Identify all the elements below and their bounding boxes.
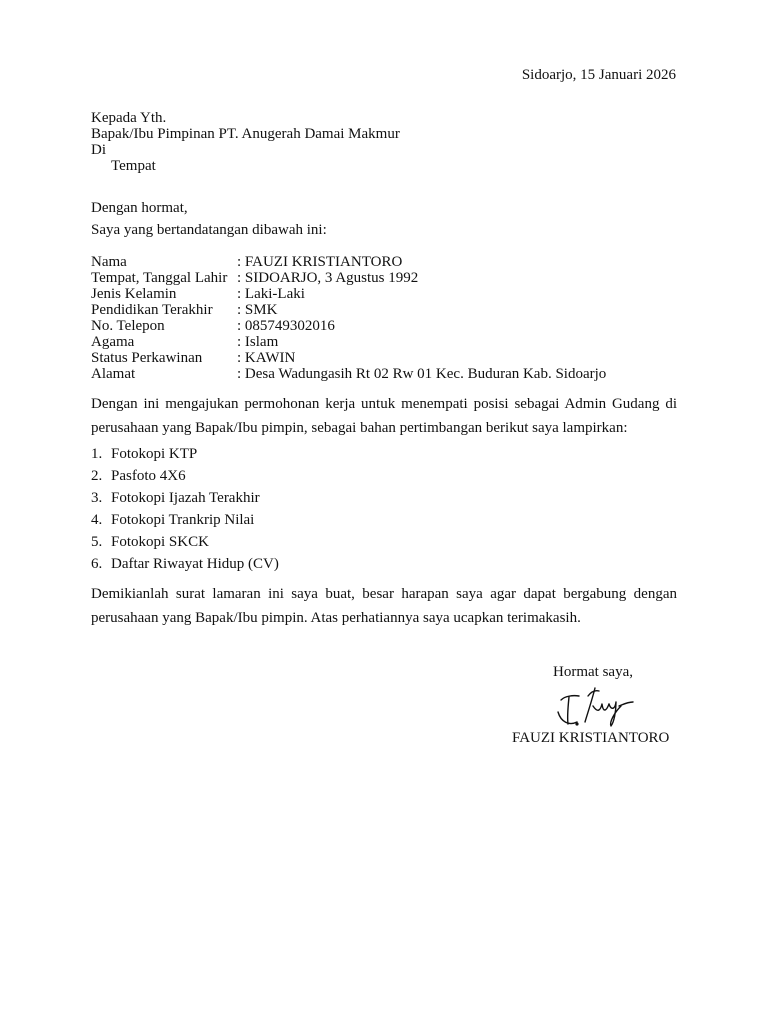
biodata-label: Status Perkawinan — [91, 350, 203, 366]
biodata-label: Alamat — [91, 366, 136, 382]
biodata-value: : Desa Wadungasih Rt 02 Rw 01 Kec. Buduran Kab. Sidoarjo — [237, 366, 607, 382]
signer-name: FAUZI KRISTIANTORO — [512, 730, 670, 746]
biodata-label: Pendidikan Terakhir — [91, 302, 213, 318]
list-item: Pasfoto 4X6 — [111, 468, 186, 484]
biodata-label: No. Telepon — [91, 318, 165, 334]
biodata-label: Nama — [91, 254, 127, 270]
biodata-value: : SIDOARJO, 3 Agustus 1992 — [237, 270, 419, 286]
intro-text: Saya yang bertandatangan dibawah ini: — [91, 222, 327, 238]
biodata-value: : SMK — [237, 302, 278, 318]
application-paragraph: Dengan ini mengajukan permohonan kerja untuk menempati posisi sebagai Admin Gudang di perusahaan yang Bapak/Ibu pimpin, sebagai bahan pertimbangan berikut saya lampirkan: — [91, 396, 677, 436]
closing-paragraph: Demikianlah surat lamaran ini saya buat, besar harapan saya agar dapat bergabung dengan perusahaan yang Bapak/Ibu pimpin. Atas perhatiannya saya ucapkan terimakasih. — [91, 586, 677, 626]
place-date: Sidoarjo, 15 Januari 2026 — [521, 67, 676, 83]
list-item-number: 6. — [91, 556, 103, 572]
biodata-value: : 085749302016 — [237, 318, 335, 334]
recipient-line-4: Tempat — [111, 158, 156, 174]
list-item-number: 4. — [91, 512, 103, 528]
signoff: Hormat saya, — [553, 664, 633, 680]
recipient-line-1: Kepada Yth. — [91, 110, 167, 126]
list-item: Daftar Riwayat Hidup (CV) — [111, 556, 279, 572]
list-item-number: 3. — [91, 490, 103, 506]
greeting: Dengan hormat, — [91, 200, 188, 216]
recipient-line-2: Bapak/Ibu Pimpinan PT. Anugerah Damai Makmur — [91, 126, 400, 142]
biodata-label: Jenis Kelamin — [91, 286, 177, 302]
biodata-label: Agama — [91, 334, 135, 350]
list-item: Fotokopi Trankrip Nilai — [111, 512, 255, 528]
biodata-value: : Laki-Laki — [237, 286, 305, 302]
list-item-number: 2. — [91, 468, 103, 484]
biodata-value: : FAUZI KRISTIANTORO — [237, 254, 403, 270]
list-item: Fotokopi KTP — [111, 446, 198, 462]
list-item-number: 5. — [91, 534, 103, 550]
biodata-label: Tempat, Tanggal Lahir — [91, 270, 228, 286]
biodata-value: : KAWIN — [237, 350, 296, 366]
list-item: Fotokopi SKCK — [111, 534, 209, 550]
biodata-value: : Islam — [237, 334, 279, 350]
list-item-number: 1. — [91, 446, 103, 462]
list-item: Fotokopi Ijazah Terakhir — [111, 490, 260, 506]
signature-icon — [555, 682, 635, 732]
recipient-line-3: Di — [91, 142, 106, 158]
